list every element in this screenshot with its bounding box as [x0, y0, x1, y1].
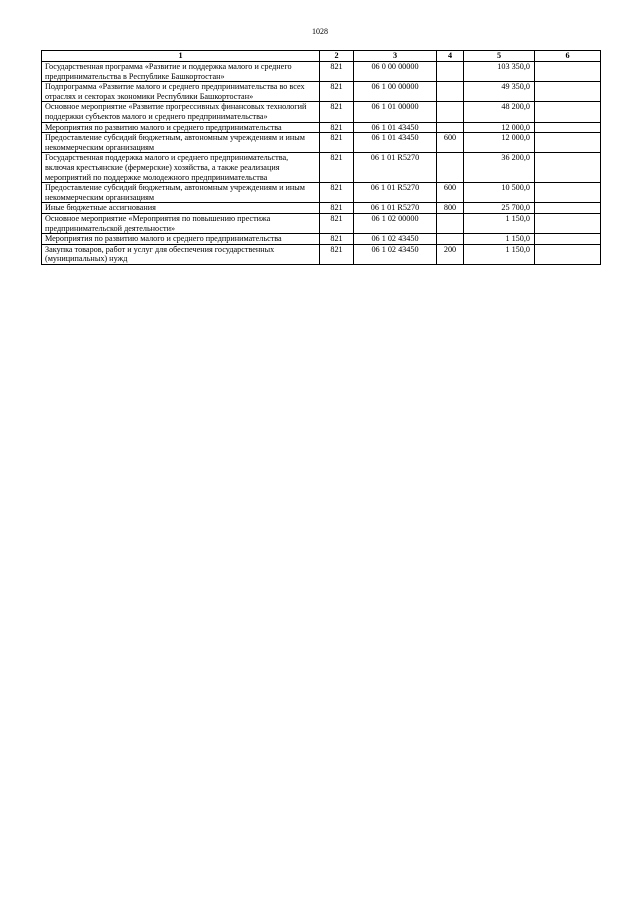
table-row [42, 183, 601, 203]
row-name: Иные бюджетные ассигнования [42, 203, 320, 214]
row-amount: 1 150,0 [464, 213, 535, 233]
row-amount: 12 000,0 [464, 133, 535, 153]
table-row [42, 234, 601, 245]
row-amount: 49 350,0 [464, 82, 535, 102]
row-grbs-code: 821 [320, 153, 354, 183]
row-amount: 1 150,0 [464, 244, 535, 264]
table-row [42, 213, 601, 233]
page-number: 1028 [312, 27, 328, 36]
row-grbs-code: 821 [320, 244, 354, 264]
row-grbs-code: 821 [320, 203, 354, 214]
row-expense-type [437, 82, 464, 102]
row-name: Основное мероприятие «Развитие прогрессивных финансовых технологий поддержки субъектов малого и среднего предпринимательства» [42, 102, 320, 122]
row-col6 [535, 62, 601, 82]
row-col6 [535, 203, 601, 214]
header-col-6: 6 [535, 51, 601, 62]
row-col6 [535, 82, 601, 102]
header-row [42, 51, 601, 62]
row-grbs-code: 821 [320, 133, 354, 153]
header-col-3: 3 [354, 51, 437, 62]
row-grbs-code: 821 [320, 234, 354, 245]
row-expense-type: 600 [437, 133, 464, 153]
table-row [42, 82, 601, 102]
row-target-article: 06 0 00 00000 [354, 62, 437, 82]
table-row [42, 122, 601, 133]
row-name: Подпрограмма «Развитие малого и среднего предпринимательства во всех отраслях и секторах экономики Республики Башкортостан» [42, 82, 320, 102]
row-col6 [535, 122, 601, 133]
row-expense-type [437, 153, 464, 183]
row-grbs-code: 821 [320, 82, 354, 102]
row-target-article: 06 1 01 R5270 [354, 153, 437, 183]
header-col-1: 1 [42, 51, 320, 62]
row-name: Предоставление субсидий бюджетным, автономным учреждениям и иным некоммерческим организациям [42, 133, 320, 153]
table-row [42, 244, 601, 264]
row-name: Предоставление субсидий бюджетным, автономным учреждениям и иным некоммерческим организациям [42, 183, 320, 203]
row-target-article: 06 1 00 00000 [354, 82, 437, 102]
table-row [42, 102, 601, 122]
table-row [42, 133, 601, 153]
header-col-4: 4 [437, 51, 464, 62]
row-expense-type: 800 [437, 203, 464, 214]
row-grbs-code: 821 [320, 122, 354, 133]
row-amount: 25 700,0 [464, 203, 535, 214]
header-col-5: 5 [464, 51, 535, 62]
row-amount: 12 000,0 [464, 122, 535, 133]
header-col-2: 2 [320, 51, 354, 62]
row-target-article: 06 1 01 00000 [354, 102, 437, 122]
row-amount: 103 350,0 [464, 62, 535, 82]
budget-table [41, 50, 601, 265]
row-col6 [535, 183, 601, 203]
row-name: Мероприятия по развитию малого и среднего предпринимательства [42, 234, 320, 245]
row-name: Основное мероприятие «Мероприятия по повышению престижа предпринимательской деятельности» [42, 213, 320, 233]
row-expense-type: 200 [437, 244, 464, 264]
row-col6 [535, 102, 601, 122]
row-name: Закупка товаров, работ и услуг для обеспечения государственных (муниципальных) нужд [42, 244, 320, 264]
row-expense-type [437, 122, 464, 133]
row-expense-type [437, 234, 464, 245]
row-col6 [535, 133, 601, 153]
row-expense-type [437, 62, 464, 82]
table-row [42, 203, 601, 214]
row-expense-type: 600 [437, 183, 464, 203]
row-grbs-code: 821 [320, 183, 354, 203]
row-grbs-code: 821 [320, 62, 354, 82]
row-name: Государственная поддержка малого и среднего предпринимательства, включая крестьянские (фермерские) хозяйства, а также реализация мероприятий по поддержке молодежного предпринимательства [42, 153, 320, 183]
row-amount: 48 200,0 [464, 102, 535, 122]
row-target-article: 06 1 01 R5270 [354, 203, 437, 214]
row-target-article: 06 1 01 43450 [354, 133, 437, 153]
table-row [42, 62, 601, 82]
row-amount: 36 200,0 [464, 153, 535, 183]
table-body [42, 62, 601, 265]
row-target-article: 06 1 01 43450 [354, 122, 437, 133]
row-col6 [535, 244, 601, 264]
row-amount: 10 500,0 [464, 183, 535, 203]
row-expense-type [437, 102, 464, 122]
row-amount: 1 150,0 [464, 234, 535, 245]
row-target-article: 06 1 01 R5270 [354, 183, 437, 203]
row-target-article: 06 1 02 00000 [354, 213, 437, 233]
row-col6 [535, 153, 601, 183]
row-grbs-code: 821 [320, 102, 354, 122]
row-grbs-code: 821 [320, 213, 354, 233]
row-target-article: 06 1 02 43450 [354, 244, 437, 264]
row-target-article: 06 1 02 43450 [354, 234, 437, 245]
row-col6 [535, 234, 601, 245]
row-name: Мероприятия по развитию малого и среднего предпринимательства [42, 122, 320, 133]
row-col6 [535, 213, 601, 233]
table-row [42, 153, 601, 183]
row-expense-type [437, 213, 464, 233]
row-name: Государственная программа «Развитие и поддержка малого и среднего предпринимательства в Республике Башкортостан» [42, 62, 320, 82]
